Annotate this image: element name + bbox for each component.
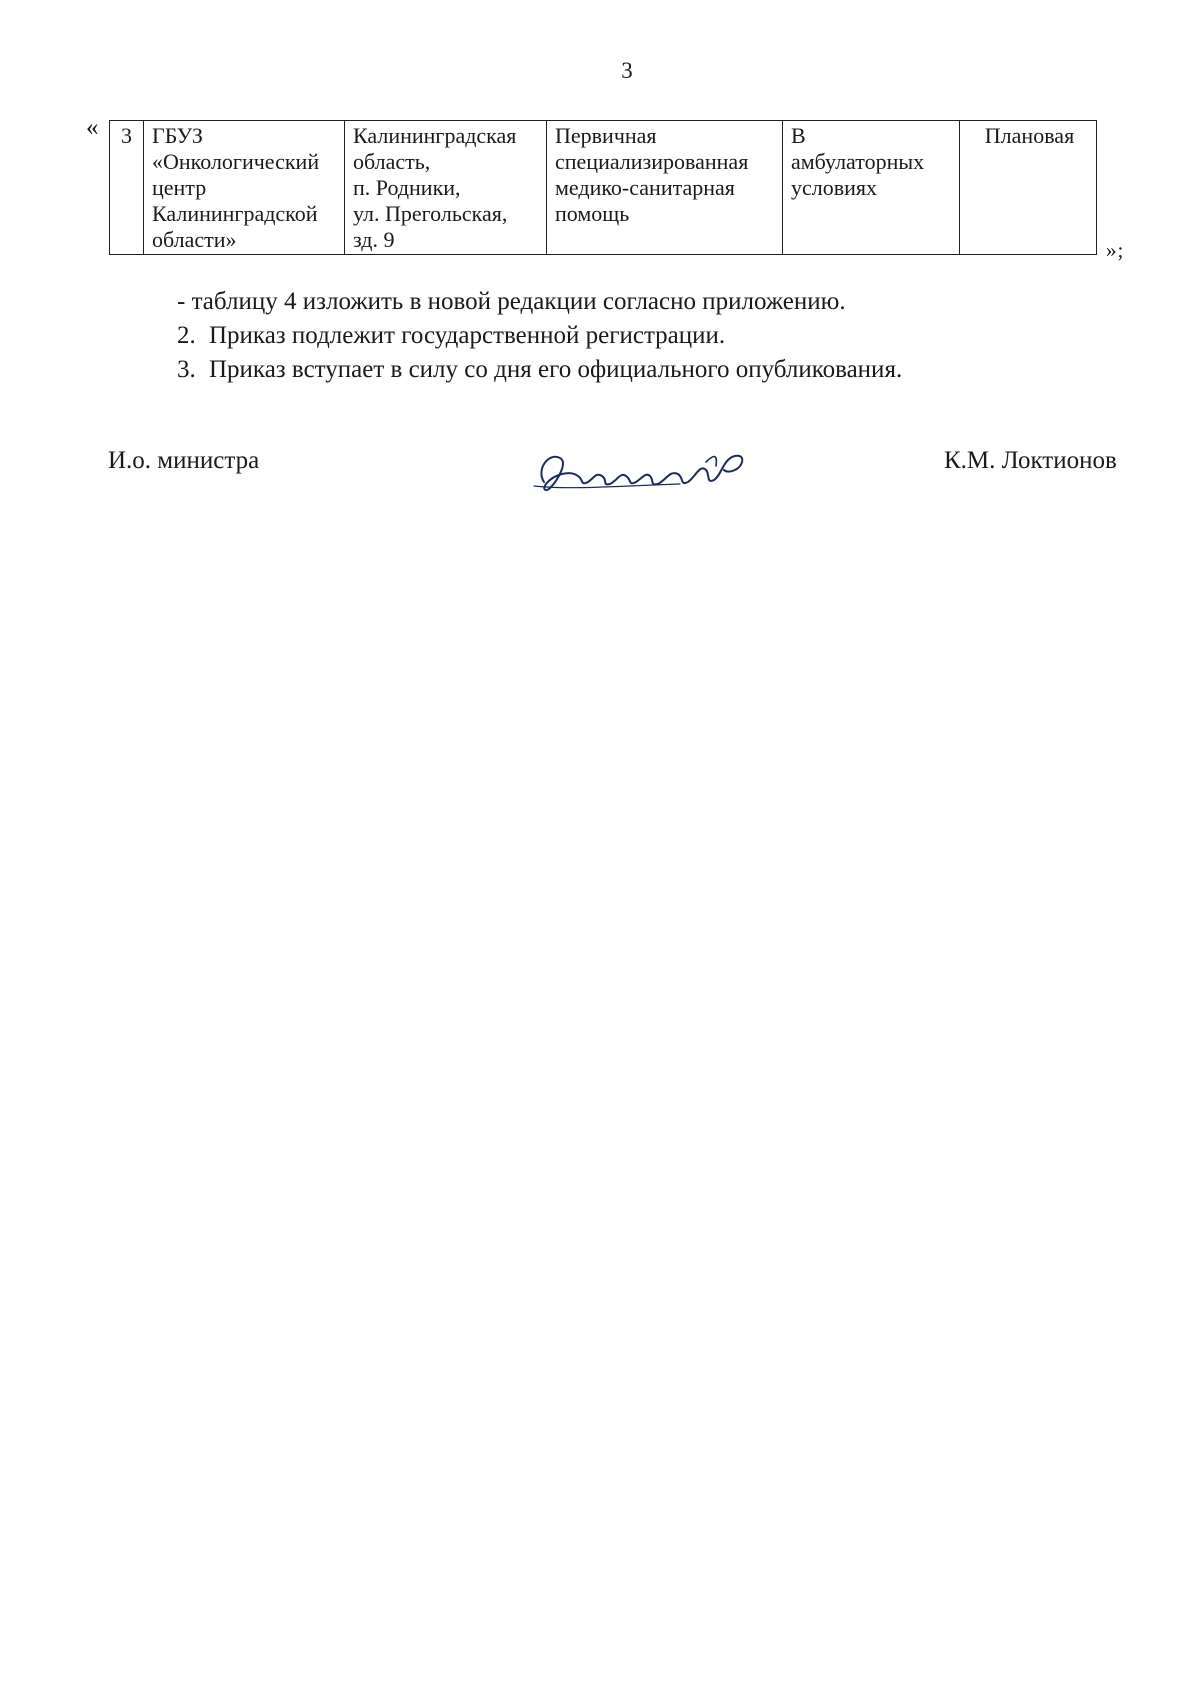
list-item-text: Приказ подлежит государственной регистрации. (209, 322, 726, 349)
table-row (110, 121, 1097, 255)
cell-care-type: Первичная специализированная медико-санитарная помощь (547, 121, 783, 255)
list-item-text: Приказ вступает в силу со дня его официального опубликования. (209, 356, 903, 383)
cell-organization: ГБУЗ «Онкологический центр Калининградской области» (144, 121, 345, 255)
cell-conditions: В амбулаторных условиях (783, 121, 960, 255)
close-quote: »; (1106, 238, 1125, 262)
signatory-title: И.о. министра (108, 447, 260, 474)
signatory-name: К.М. Локтионов (944, 447, 1117, 474)
open-quote: « (86, 114, 99, 141)
list-item-number: 2. (177, 322, 196, 349)
intro-paragraph: - таблицу 4 изложить в новой редакции согласно приложению. (177, 288, 846, 315)
body-text (177, 285, 1077, 387)
list-item (177, 319, 1077, 353)
cell-form: Плановая (960, 121, 1097, 255)
list-item-number: 3. (177, 356, 196, 383)
page-number: 3 (621, 58, 633, 83)
cell-address: Калининградская область, п. Родники, ул. Прегольская, зд. 9 (345, 121, 547, 255)
handwritten-signature-icon (530, 440, 760, 500)
excerpt-table (109, 120, 1097, 255)
numbered-list (177, 319, 1077, 387)
cell-number: 3 (110, 121, 144, 255)
list-item (177, 353, 1077, 387)
